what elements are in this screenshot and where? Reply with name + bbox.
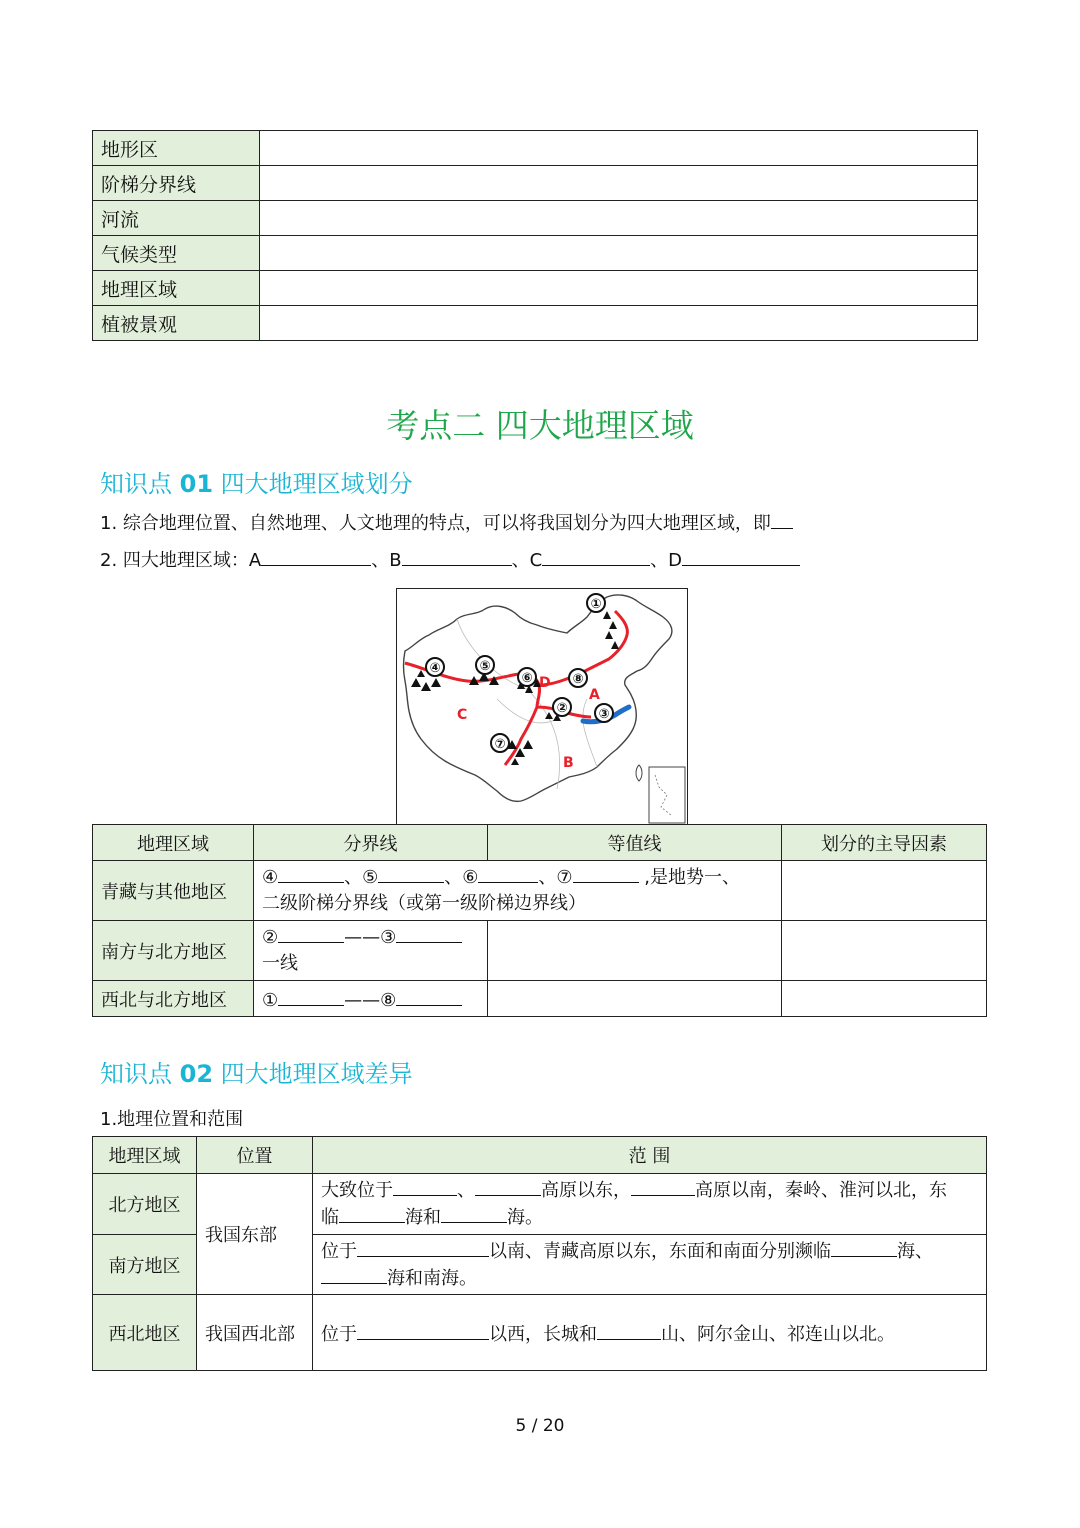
marker-text: ①	[262, 989, 279, 1011]
range-text: 山、阿尔金山、祁连山以北。	[661, 1323, 895, 1345]
marker-8: ⑧	[572, 672, 584, 687]
range-cell	[313, 1235, 987, 1295]
china-regions-map	[396, 588, 688, 826]
row-label: 青藏与其他地区	[93, 861, 254, 921]
table-row	[93, 981, 987, 1017]
blank[interactable]	[631, 1177, 695, 1196]
answer-cell[interactable]	[488, 921, 782, 981]
table-row	[93, 236, 978, 271]
marker-2: ②	[556, 701, 568, 716]
range-cell	[313, 1295, 987, 1371]
marker-text: ——③	[344, 927, 397, 948]
blank[interactable]	[393, 1177, 457, 1196]
header-cell: 划分的主导因素	[782, 825, 987, 861]
map-svg	[397, 589, 687, 825]
marker-text: ——⑧	[344, 989, 397, 1011]
row-label: 植被景观	[93, 306, 260, 341]
range-text: 海、	[897, 1240, 933, 1262]
table-row	[93, 271, 978, 306]
kp1-text: 四大地理区域划分	[213, 470, 413, 498]
blank[interactable]	[831, 1238, 897, 1257]
header-cell: 地理区域	[93, 1137, 197, 1174]
answer-cell[interactable]	[782, 921, 987, 981]
table-row	[93, 306, 978, 341]
kp1-line1-text: 1. 综合地理位置、自然地理、人文地理的特点，可以将我国划分为四大地理区域，即	[100, 513, 771, 534]
row-label: 地形区	[93, 131, 260, 166]
label-d: 、D	[650, 550, 683, 571]
answer-cell[interactable]	[488, 981, 782, 1017]
region-c-label: C	[457, 707, 468, 723]
kp1-line1	[100, 509, 793, 535]
region-b-label: B	[563, 755, 574, 771]
kp1-title	[100, 464, 413, 499]
blank[interactable]	[357, 1321, 489, 1340]
marker-text: ②	[262, 927, 279, 948]
blank[interactable]	[339, 1204, 405, 1223]
kp1-prefix: 知识点	[100, 470, 180, 498]
blank-c[interactable]	[542, 547, 650, 566]
blank[interactable]	[441, 1204, 507, 1223]
range-text: 海和南海。	[387, 1267, 477, 1289]
marker-4: ④	[429, 661, 441, 676]
kp2-title	[100, 1054, 413, 1089]
note-text: 一线	[262, 953, 298, 974]
range-text: 海。	[507, 1207, 543, 1228]
blank-b[interactable]	[402, 547, 512, 566]
table-row	[93, 921, 987, 981]
row-label: 南方地区	[93, 1235, 197, 1295]
row-label: 地理区域	[93, 271, 260, 306]
blank-d[interactable]	[682, 547, 800, 566]
range-table	[92, 1136, 987, 1371]
kp1-line2-prefix: 2. 四大地理区域：	[100, 550, 249, 571]
division-table	[92, 824, 987, 1017]
row-label: 西北与北方地区	[93, 981, 254, 1017]
label-a: A	[248, 550, 262, 571]
range-text: 高原以南，秦岭、淮河以北，东	[695, 1180, 947, 1201]
section-title: 考点二 四大地理区域	[386, 406, 694, 445]
range-cell	[313, 1174, 987, 1235]
location-label: 1.地理位置和范围	[100, 1109, 244, 1130]
table-header-row	[93, 825, 987, 861]
row-label: 北方地区	[93, 1174, 197, 1235]
answer-cell[interactable]	[260, 271, 978, 306]
position-cell: 我国东部	[197, 1174, 313, 1295]
range-text: 以南、青藏高原以东，东面和南面分别濒临	[489, 1240, 831, 1262]
kp1-line2	[100, 546, 800, 572]
marker-7: ⑦	[494, 737, 506, 752]
row-label: 西北地区	[93, 1295, 197, 1371]
table-row	[93, 131, 978, 166]
kp2-number: 02	[179, 1060, 214, 1088]
row-label: 气候类型	[93, 236, 260, 271]
marker-text: 、⑦	[538, 867, 573, 888]
row-label: 河流	[93, 201, 260, 236]
table-row	[93, 1174, 987, 1235]
kp2-prefix: 知识点	[100, 1060, 180, 1088]
header-cell: 地理区域	[93, 825, 254, 861]
answer-cell[interactable]	[260, 236, 978, 271]
range-text: 海和	[405, 1207, 441, 1228]
range-text: 位于	[321, 1240, 357, 1262]
answer-cell[interactable]	[260, 306, 978, 341]
range-text: 临	[321, 1207, 339, 1228]
blank[interactable]	[357, 1238, 489, 1257]
answer-cell[interactable]	[260, 201, 978, 236]
range-text: 以西，长城和	[489, 1323, 597, 1345]
header-cell: 等值线	[488, 825, 782, 861]
answer-cell[interactable]	[782, 861, 987, 921]
table-header-row	[93, 1137, 987, 1174]
blank[interactable]	[597, 1321, 661, 1340]
row-label: 南方与北方地区	[93, 921, 254, 981]
page-number: 5 / 20	[515, 1416, 565, 1436]
blank[interactable]	[278, 924, 344, 943]
region-a-label: A	[589, 687, 600, 703]
position-cell: 我国西北部	[197, 1295, 313, 1371]
answer-cell[interactable]	[260, 166, 978, 201]
range-text: 、	[457, 1180, 475, 1201]
blank[interactable]	[396, 987, 462, 1006]
blank[interactable]	[478, 864, 538, 883]
range-text: 位于	[321, 1323, 357, 1345]
header-cell: 范 围	[313, 1137, 987, 1174]
row-label: 阶梯分界线	[93, 166, 260, 201]
answer-cell[interactable]	[260, 131, 978, 166]
region-d-label: D	[539, 675, 551, 691]
marker-6: ⑥	[521, 671, 533, 686]
blank[interactable]	[771, 510, 793, 529]
boundary-cell	[254, 861, 782, 921]
table-row	[93, 1295, 987, 1371]
header-cell: 分界线	[254, 825, 488, 861]
marker-3: ③	[598, 707, 610, 722]
note-text: ,是地势一、	[638, 867, 741, 888]
boundary-cell	[254, 981, 488, 1017]
boundary-cell	[254, 921, 488, 981]
table-row	[93, 166, 978, 201]
blank[interactable]	[278, 864, 344, 883]
label-c: 、C	[511, 550, 543, 571]
marker-text: 、⑥	[444, 867, 479, 888]
marker-5: ⑤	[479, 659, 491, 674]
blank[interactable]	[396, 924, 462, 943]
blank[interactable]	[475, 1177, 541, 1196]
blank-a[interactable]	[261, 547, 371, 566]
blank[interactable]	[321, 1265, 387, 1284]
table-row	[93, 861, 987, 921]
marker-text: 、⑤	[344, 867, 379, 888]
kp1-number: 01	[179, 470, 214, 498]
blank[interactable]	[573, 864, 639, 883]
top-summary-table	[92, 130, 978, 341]
kp2-text: 四大地理区域差异	[213, 1060, 413, 1088]
range-text: 大致位于	[321, 1180, 393, 1201]
blank[interactable]	[278, 987, 344, 1006]
answer-cell[interactable]	[782, 981, 987, 1017]
header-cell: 位置	[197, 1137, 313, 1174]
table-row	[93, 201, 978, 236]
blank[interactable]	[378, 864, 444, 883]
marker-text: ④	[262, 867, 279, 888]
marker-1: ①	[590, 597, 602, 612]
range-text: 高原以东，	[541, 1180, 631, 1201]
note-text: 二级阶梯分界线（或第一级阶梯边界线）	[262, 893, 586, 914]
label-b: 、B	[371, 550, 402, 571]
